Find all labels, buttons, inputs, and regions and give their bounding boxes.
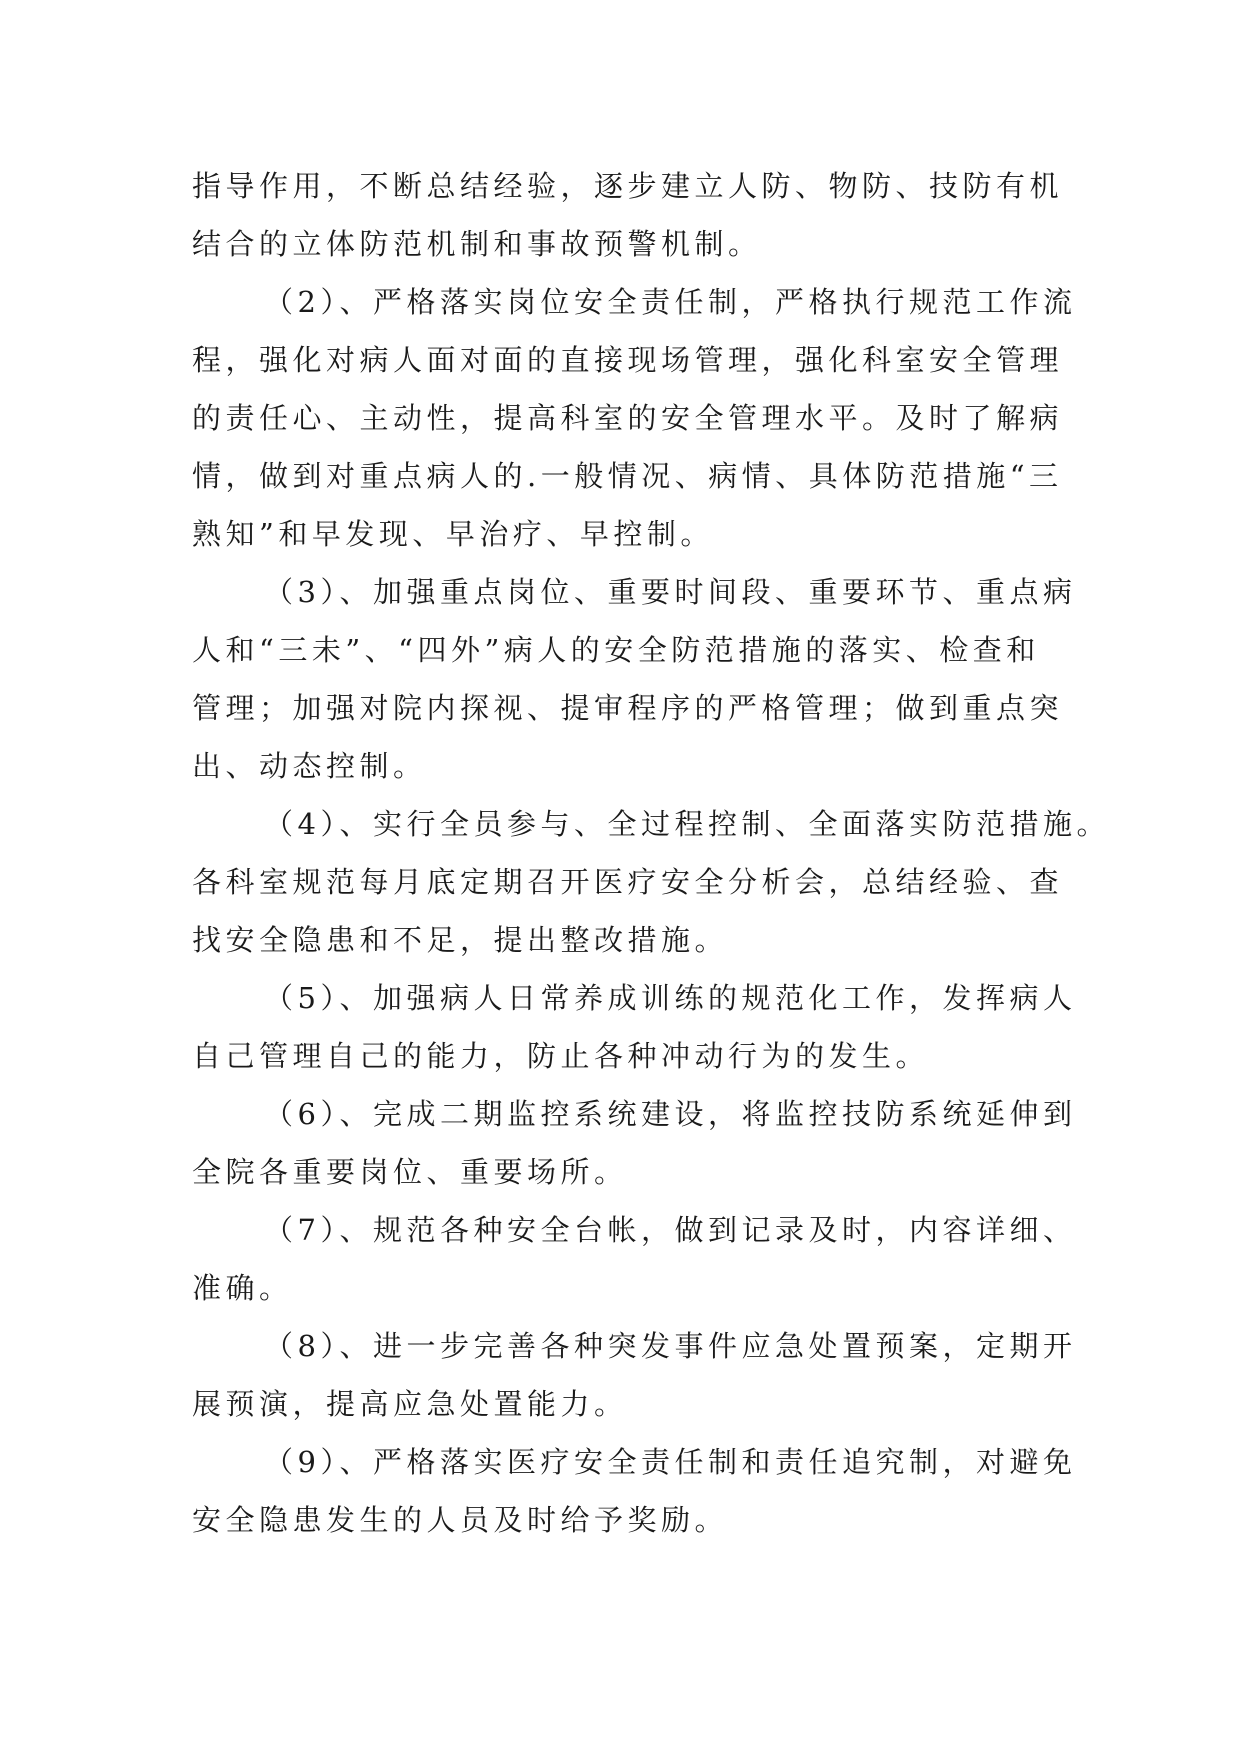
text-line: 结合的立体防范机制和事故预警机制。 xyxy=(192,227,762,261)
text-line: （9）、严格落实医疗安全责任制和责任追究制，对避免 xyxy=(264,1445,1077,1479)
paragraph-item-8 xyxy=(192,1317,1082,1433)
paragraph-item-3 xyxy=(192,563,1082,795)
text-line: （2）、严格落实岗位安全责任制，严格执行规范工作流 xyxy=(264,285,1077,319)
text-line: 情，做到对重点病人的.一般情况、病情、具体防范措施“三 xyxy=(192,459,1063,493)
text-line: 管理；加强对院内探视、提审程序的严格管理；做到重点突 xyxy=(192,691,1064,725)
text-line: 找安全隐患和不足，提出整改措施。 xyxy=(192,923,729,957)
text-line: （7）、规范各种安全台帐，做到记录及时，内容详细、 xyxy=(264,1213,1077,1247)
text-line: （8）、进一步完善各种突发事件应急处置预案，定期开 xyxy=(264,1329,1077,1363)
text-line: 的责任心、主动性，提高科室的安全管理水平。及时了解病 xyxy=(192,401,1064,435)
text-line: 展预演，提高应急处置能力。 xyxy=(192,1387,628,1421)
paragraph-item-2 xyxy=(192,273,1082,563)
text-line: （6）、完成二期监控系统建设，将监控技防系统延伸到 xyxy=(264,1097,1077,1131)
text-line: 准确。 xyxy=(192,1271,293,1305)
text-line: 全院各重要岗位、重要场所。 xyxy=(192,1155,628,1189)
text-line: 熟知”和早发现、早治疗、早控制。 xyxy=(192,517,714,551)
paragraph-item-9 xyxy=(192,1433,1082,1549)
document-body xyxy=(192,157,1110,1549)
text-line: 安全隐患发生的人员及时给予奖励。 xyxy=(192,1503,729,1537)
text-line: （3）、加强重点岗位、重要时间段、重要环节、重点病 xyxy=(264,575,1077,609)
text-line: （5）、加强病人日常养成训练的规范化工作，发挥病人 xyxy=(264,981,1077,1015)
paragraph-item-5 xyxy=(192,969,1082,1085)
paragraph-item-6 xyxy=(192,1085,1082,1201)
text-line: 程，强化对病人面对面的直接现场管理，强化科室安全管理 xyxy=(192,343,1064,377)
text-line: 自己管理自己的能力，防止各种冲动行为的发生。 xyxy=(192,1039,930,1073)
text-line: 指导作用，不断总结经验，逐步建立人防、物防、技防有机 xyxy=(192,169,1064,203)
text-line: 各科室规范每月底定期召开医疗安全分析会，总结经验、查 xyxy=(192,865,1064,899)
paragraph-continuation xyxy=(192,157,1082,273)
paragraph-item-4 xyxy=(192,795,1110,969)
text-line: 人和“三未”、“四外”病人的安全防范措施的落实、检查和 xyxy=(192,633,1040,667)
text-line: （4）、实行全员参与、全过程控制、全面落实防范措施。 xyxy=(264,807,1110,841)
text-line: 出、动态控制。 xyxy=(192,749,427,783)
paragraph-item-7 xyxy=(192,1201,1082,1317)
